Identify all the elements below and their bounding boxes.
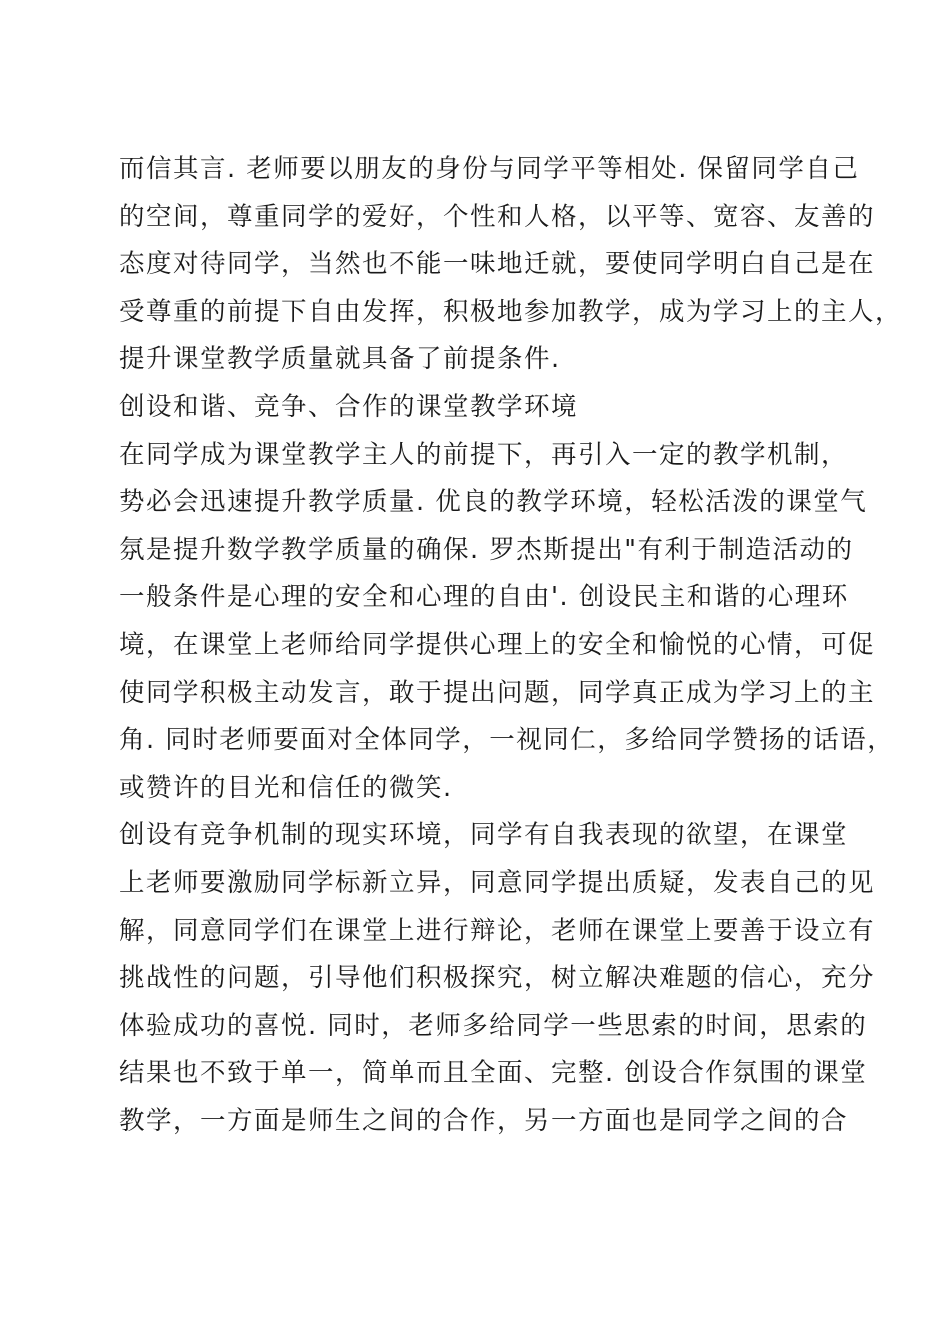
text-line: 体验成功的喜悦. 同时，老师多给同学一些思索的时间，思索的 xyxy=(119,1010,868,1041)
text-line: 教学，一方面是师生之间的合作，另一方面也是同学之间的合 xyxy=(119,1105,849,1136)
document-body xyxy=(119,146,903,1145)
text-line: 结果也不致于单一，简单而且全面、完整. 创设合作氛围的课堂 xyxy=(119,1058,868,1089)
text-line: 一般条件是心理的安全和心理的自由'. 创设民主和谐的心理环 xyxy=(119,582,849,613)
text-line: 氛是提升数学教学质量的确保. 罗杰斯提出"有利于制造活动的 xyxy=(119,534,854,565)
text-line: 创设有竞争机制的现实环境，同学有自我表现的欲望，在课堂 xyxy=(119,820,849,851)
text-line: 提升课堂教学质量就具备了前提条件. xyxy=(119,344,561,375)
text-line: 或赞许的目光和信任的微笑. xyxy=(119,772,453,803)
text-line: 而信其言. 老师要以朋友的身份与同学平等相处. 保留同学自己 xyxy=(119,154,860,184)
text-line: 挑战性的问题，引导他们积极探究，树立解决难题的信心，充分 xyxy=(119,963,876,994)
section-heading: 创设和谐、竞争、合作的课堂教学环境 xyxy=(119,391,579,422)
text-line: 的空间，尊重同学的爱好，个性和人格，以平等、宽容、友善的 xyxy=(119,201,876,232)
text-line: 在同学成为课堂教学主人的前提下，再引入一定的教学机制， xyxy=(119,439,849,470)
text-line: 势必会迅速提升教学质量. 优良的教学环境，轻松活泼的课堂气 xyxy=(119,487,868,518)
text-line: 解，同意同学们在课堂上进行辩论，老师在课堂上要善于设立有 xyxy=(119,915,876,946)
text-line: 角. 同时老师要面对全体同学，一视同仁，多给同学赞扬的话语， xyxy=(119,725,895,756)
text-line: 使同学积极主动发言，敢于提出问题，同学真正成为学习上的主 xyxy=(119,677,876,708)
text-line: 上老师要激励同学标新立异，同意同学提出质疑，发表自己的见 xyxy=(119,867,876,898)
text-line: 境，在课堂上老师给同学提供心理上的安全和愉悦的心情，可促 xyxy=(119,629,876,660)
text-line: 受尊重的前提下自由发挥，积极地参加教学，成为学习上的主人， xyxy=(119,296,903,327)
text-line: 态度对待同学，当然也不能一味地迁就，要使同学明白自己是在 xyxy=(119,249,876,280)
